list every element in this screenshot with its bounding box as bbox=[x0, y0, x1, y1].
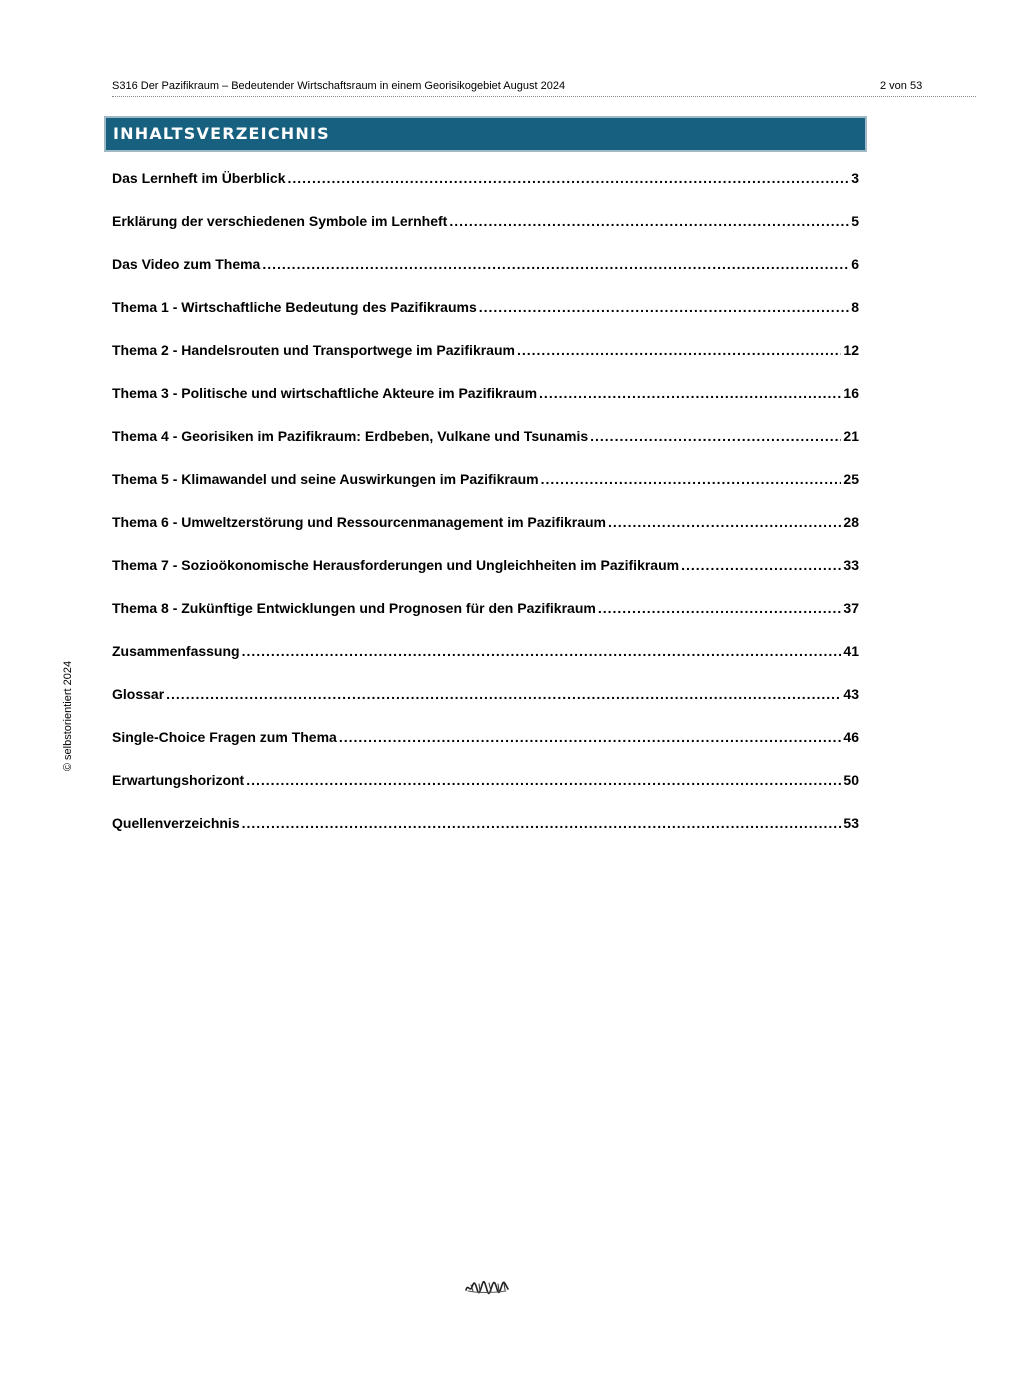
toc-entry[interactable] bbox=[112, 686, 859, 729]
toc-entry-title: Das Lernheft im Überblick bbox=[112, 170, 286, 186]
page-indicator: 2 von 53 bbox=[880, 80, 923, 92]
toc-dot-leader bbox=[598, 600, 842, 616]
toc-entry[interactable] bbox=[112, 299, 859, 342]
toc-entry[interactable] bbox=[112, 428, 859, 471]
toc-entry[interactable] bbox=[112, 385, 859, 428]
toc-dot-leader bbox=[242, 815, 842, 831]
toc-entry-page: 41 bbox=[843, 643, 859, 659]
toc-entry-page: 16 bbox=[843, 385, 859, 401]
table-of-contents bbox=[112, 170, 859, 858]
document-title: S316 Der Pazifikraum – Bedeutender Wirtschaftsraum in einem Georisikogebiet August 2024 bbox=[112, 80, 566, 92]
toc-entry-title: Thema 7 - Sozioökonomische Herausforderungen und Ungleichheiten im Pazifikraum bbox=[112, 557, 680, 573]
toc-entry-title: Das Video zum Thema bbox=[112, 256, 261, 272]
toc-entry-title: Erwartungshorizont bbox=[112, 772, 245, 788]
toc-dot-leader bbox=[681, 557, 841, 573]
signature-logo-icon bbox=[465, 1279, 509, 1295]
copyright-notice: © selbstorientiert 2024 bbox=[62, 660, 74, 772]
toc-dot-leader bbox=[590, 428, 841, 444]
toc-entry-page: 37 bbox=[843, 600, 859, 616]
toc-entry[interactable] bbox=[112, 514, 859, 557]
toc-entry-title: Glossar bbox=[112, 686, 165, 702]
toc-entry-title: Thema 4 - Georisiken im Pazifikraum: Erdbeben, Vulkane und Tsunamis bbox=[112, 428, 589, 444]
toc-entry[interactable] bbox=[112, 213, 859, 256]
toc-entry-page: 5 bbox=[851, 213, 859, 229]
toc-entry[interactable] bbox=[112, 342, 859, 385]
toc-entry-title: Thema 3 - Politische und wirtschaftliche Akteure im Pazifikraum bbox=[112, 385, 538, 401]
toc-entry-title: Zusammenfassung bbox=[112, 643, 240, 659]
toc-entry-title: Thema 6 - Umweltzerstörung und Ressourcenmanagement im Pazifikraum bbox=[112, 514, 607, 530]
toc-heading: INHALTSVERZEICHNIS bbox=[104, 116, 867, 152]
toc-entry-page: 25 bbox=[843, 471, 859, 487]
toc-dot-leader bbox=[449, 213, 849, 229]
toc-entry-title: Quellenverzeichnis bbox=[112, 815, 240, 831]
toc-entry[interactable] bbox=[112, 557, 859, 600]
toc-entry-page: 12 bbox=[843, 342, 859, 358]
toc-dot-leader bbox=[608, 514, 841, 530]
toc-entry-page: 28 bbox=[843, 514, 859, 530]
toc-entry-page: 46 bbox=[843, 729, 859, 745]
toc-entry-page: 21 bbox=[843, 428, 859, 444]
toc-dot-leader bbox=[246, 772, 841, 788]
toc-entry-page: 3 bbox=[851, 170, 859, 186]
toc-entry-title: Erklärung der verschiedenen Symbole im Lernheft bbox=[112, 213, 448, 229]
toc-entry-title: Thema 8 - Zukünftige Entwicklungen und Prognosen für den Pazifikraum bbox=[112, 600, 596, 616]
toc-entry-title: Thema 2 - Handelsrouten und Transportwege im Pazifikraum bbox=[112, 342, 515, 358]
toc-entry-page: 33 bbox=[843, 557, 859, 573]
toc-dot-leader bbox=[288, 170, 850, 186]
toc-entry-page: 8 bbox=[851, 299, 859, 315]
toc-entry[interactable] bbox=[112, 600, 859, 643]
toc-entry[interactable] bbox=[112, 471, 859, 514]
toc-entry[interactable] bbox=[112, 772, 859, 815]
toc-entry[interactable] bbox=[112, 643, 859, 686]
toc-dot-leader bbox=[242, 643, 842, 659]
toc-dot-leader bbox=[166, 686, 841, 702]
toc-entry[interactable] bbox=[112, 170, 859, 213]
toc-dot-leader bbox=[339, 729, 842, 745]
page-header bbox=[112, 78, 976, 97]
toc-dot-leader bbox=[539, 385, 841, 401]
toc-entry-title: Thema 5 - Klimawandel und seine Auswirkungen im Pazifikraum bbox=[112, 471, 539, 487]
toc-entry-page: 53 bbox=[843, 815, 859, 831]
toc-entry-page: 43 bbox=[843, 686, 859, 702]
toc-dot-leader bbox=[541, 471, 842, 487]
toc-dot-leader bbox=[517, 342, 841, 358]
toc-entry[interactable] bbox=[112, 256, 859, 299]
toc-dot-leader bbox=[479, 299, 849, 315]
toc-entry[interactable] bbox=[112, 815, 859, 858]
toc-entry[interactable] bbox=[112, 729, 859, 772]
toc-entry-page: 50 bbox=[843, 772, 859, 788]
toc-dot-leader bbox=[262, 256, 849, 272]
toc-entry-page: 6 bbox=[851, 256, 859, 272]
toc-entry-title: Single-Choice Fragen zum Thema bbox=[112, 729, 337, 745]
toc-entry-title: Thema 1 - Wirtschaftliche Bedeutung des Pazifikraums bbox=[112, 299, 477, 315]
